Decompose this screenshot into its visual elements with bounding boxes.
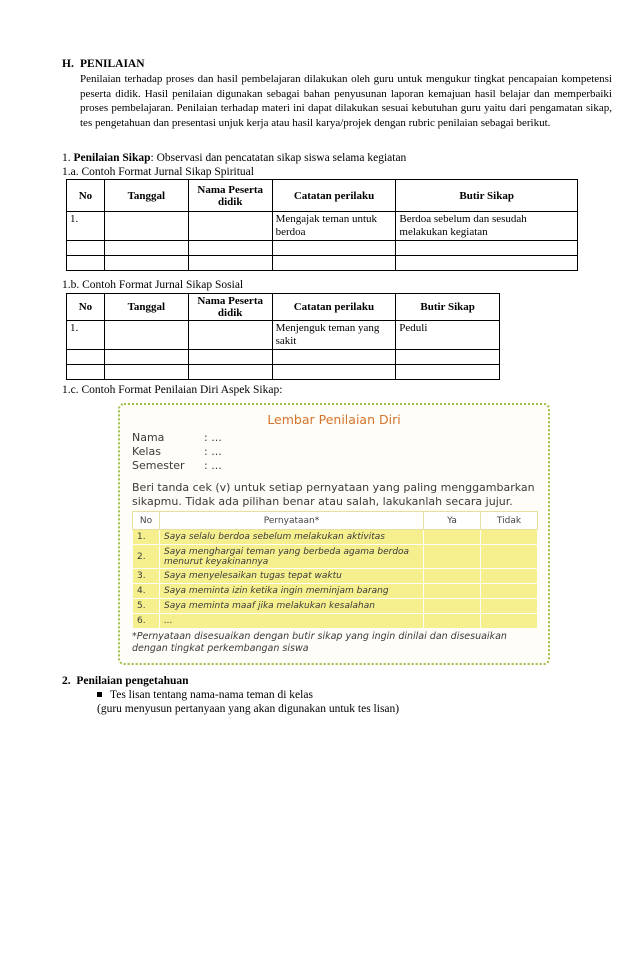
col-header: Tanggal (104, 180, 188, 212)
col-header: No (133, 512, 160, 530)
statement-text: Saya menyelesaikan tugas tepat waktu (160, 569, 424, 584)
tidak-cell[interactable] (481, 530, 538, 545)
ya-cell[interactable] (424, 599, 481, 614)
section-2-heading (62, 675, 189, 687)
cell-no: 1. (67, 212, 105, 241)
table-header-row (67, 180, 578, 212)
col-header: Tidak (481, 512, 538, 530)
statement-row (133, 545, 538, 569)
section-1c-caption: 1.c. Contoh Format Penilaian Diri Aspek Sikap: (62, 384, 283, 396)
section-1-rest: : Observasi dan pencatatan sikap siswa selama kegiatan (150, 152, 407, 164)
statement-no: 3. (133, 569, 160, 584)
tidak-cell[interactable] (481, 599, 538, 614)
col-header: Nama Peserta didik (188, 180, 272, 212)
bullet-square-icon (97, 692, 102, 697)
cell-butir: Peduli (396, 321, 500, 350)
sheet-instruction: Beri tanda cek (v) untuk setiap pernyataan yang paling menggambarkan sikapmu. Tidak ada pilihan benar atau salah, lakukanlah secara jujur. (132, 481, 535, 508)
ya-cell[interactable] (424, 530, 481, 545)
statement-header-row (133, 512, 538, 530)
cell-nama (188, 321, 272, 350)
field-value: : ... (204, 431, 222, 444)
tidak-cell[interactable] (481, 584, 538, 599)
cell-tanggal (104, 212, 188, 241)
bullet-text: Tes lisan tentang nama-nama teman di kelas (110, 689, 313, 701)
table-row (67, 241, 578, 256)
bullet-item (97, 689, 313, 701)
field-semester (132, 459, 222, 472)
statement-text: Saya meminta izin ketika ingin meminjam barang (160, 584, 424, 599)
section-2-title: Penilaian pengetahuan (76, 675, 189, 687)
sheet-footnote: *Pernyataan disesuaikan dengan butir sikap yang ingin dinilai dan disesuaikan dengan tingkat perkembangan siswa (132, 631, 507, 654)
tidak-cell[interactable] (481, 569, 538, 584)
table-row (67, 350, 500, 365)
statement-text: Saya selalu berdoa sebelum melakukan aktivitas (160, 530, 424, 545)
statement-text: Saya meminta maaf jika melakukan kesalahan (160, 599, 424, 614)
statement-row (133, 614, 538, 629)
cell-nama (188, 212, 272, 241)
col-header: Catatan perilaku (272, 180, 396, 212)
col-header: Tanggal (104, 294, 188, 321)
table-row (67, 256, 578, 271)
cell-catatan: Mengajak teman untuk berdoa (272, 212, 396, 241)
statement-no: 4. (133, 584, 160, 599)
section-1-title: Penilaian Sikap (73, 152, 151, 164)
statement-row (133, 530, 538, 545)
tidak-cell[interactable] (481, 614, 538, 629)
table-b-caption: 1.b. Contoh Format Jurnal Sikap Sosial (62, 279, 244, 291)
statement-no: 6. (133, 614, 160, 629)
statement-row (133, 569, 538, 584)
field-label: Nama (132, 431, 165, 444)
cell-no: 1. (67, 321, 105, 350)
statement-no: 5. (133, 599, 160, 614)
cell-butir: Berdoa sebelum dan sesudah melakukan kegiatan (396, 212, 578, 241)
cell-catatan: Menjenguk teman yang sakit (272, 321, 396, 350)
journal-social-table (66, 293, 500, 380)
section-1-heading (62, 152, 406, 164)
field-value: : ... (204, 445, 222, 458)
table-row (67, 365, 500, 380)
col-header: No (67, 294, 105, 321)
sheet-title: Lembar Penilaian Diri (267, 412, 401, 427)
section-h-number: H. (62, 58, 74, 70)
ya-cell[interactable] (424, 569, 481, 584)
section-h-title: PENILAIAN (80, 58, 145, 70)
col-header: Pernyataan* (160, 512, 424, 530)
col-header: Catatan perilaku (272, 294, 396, 321)
field-value: : ... (204, 459, 222, 472)
section-1-number: 1. (62, 152, 71, 164)
col-header: Ya (424, 512, 481, 530)
col-header: Nama Peserta didik (188, 294, 272, 321)
cell-tanggal (104, 321, 188, 350)
journal-spiritual-table (66, 179, 578, 271)
ya-cell[interactable] (424, 614, 481, 629)
statement-text: ... (160, 614, 424, 629)
table-row (67, 212, 578, 241)
field-kelas (132, 445, 222, 458)
ya-cell[interactable] (424, 584, 481, 599)
table-header-row (67, 294, 500, 321)
statement-text: Saya menghargai teman yang berbeda agama berdoa menurut keyakinannya (160, 545, 424, 569)
table-a-caption: 1.a. Contoh Format Jurnal Sikap Spiritual (62, 166, 254, 178)
ya-cell[interactable] (424, 545, 481, 569)
bullet-note (97, 703, 399, 715)
col-header: Butir Sikap (396, 294, 500, 321)
section-h-heading (62, 58, 145, 70)
bullet-note-text: (guru menyusun pertanyaan yang akan digunakan untuk tes lisan) (97, 703, 400, 715)
tidak-cell[interactable] (481, 545, 538, 569)
section-2-number: 2. (62, 675, 71, 687)
col-header: No (67, 180, 105, 212)
table-row (67, 321, 500, 350)
field-nama (132, 431, 222, 444)
col-header: Butir Sikap (396, 180, 578, 212)
field-label: Semester (132, 459, 185, 472)
statement-table (132, 511, 538, 629)
statement-row (133, 584, 538, 599)
section-h-intro: Penilaian terhadap proses dan hasil pembelajaran dilakukan oleh guru untuk mengukur tingkat pencapaian kompetensi peserta didik. Hasil penilaian digunakan sebagai bahan penyusunan laporan kemajuan hasil belajar dan memperbaiki proses pembelajaran. Penilaian terhadap materi ini dapat dilakukan sesuai kebutuhan guru yaitu dari pengamatan sikap, tes pengetahuan dan presentasi unjuk kerja atau hasil karya/projek dengan rubric penilaian sebagai berikut. (80, 73, 612, 129)
statement-no: 2. (133, 545, 160, 569)
field-label: Kelas (132, 445, 161, 458)
statement-no: 1. (133, 530, 160, 545)
self-assessment-sheet (118, 403, 550, 665)
statement-row (133, 599, 538, 614)
